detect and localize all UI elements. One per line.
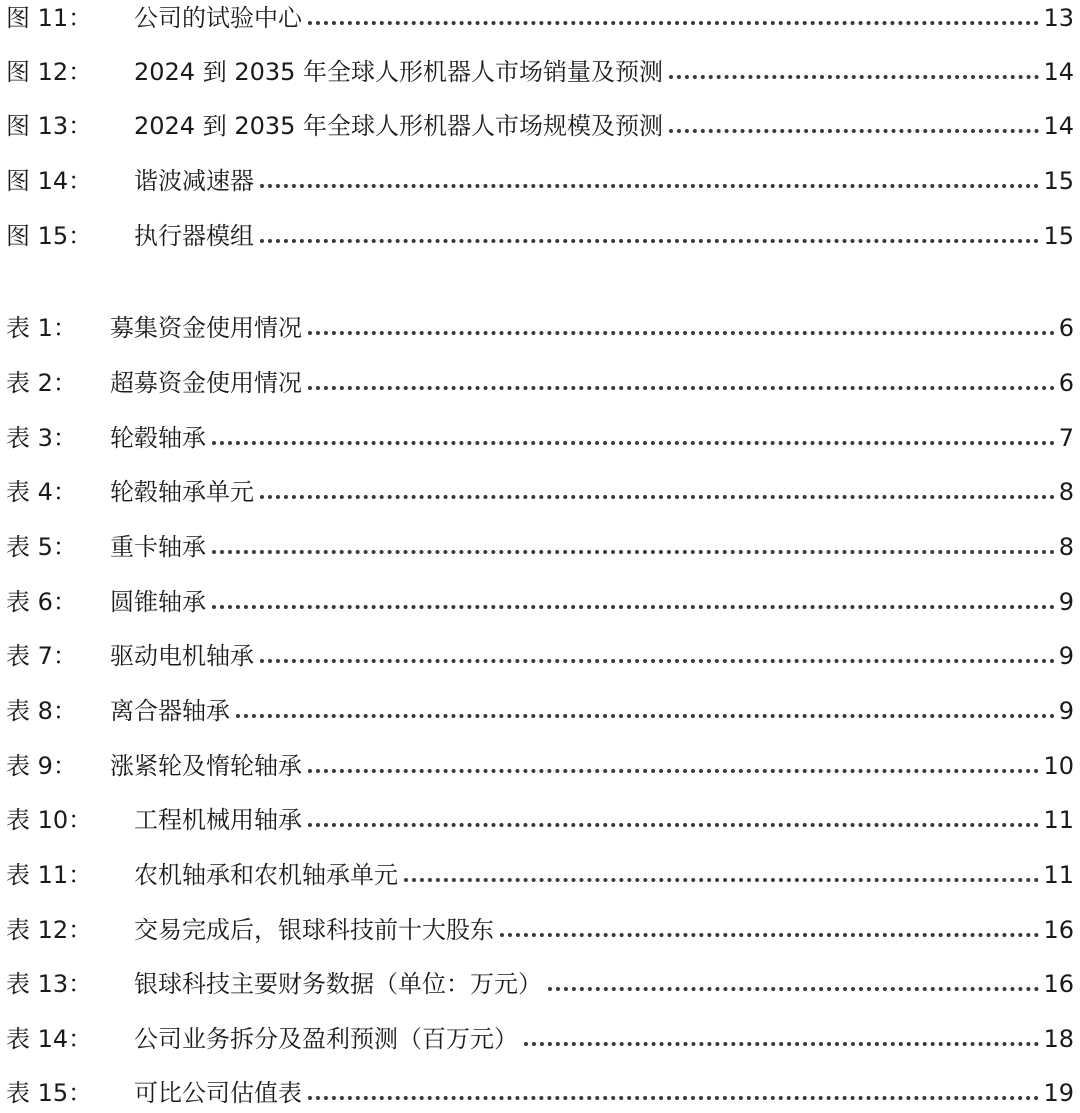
dot-leader (308, 331, 1055, 335)
toc-label: 表 2： (6, 369, 77, 397)
toc-label: 表 10： (6, 806, 93, 834)
dot-leader (669, 129, 1039, 133)
dot-leader (308, 769, 1039, 773)
toc-label: 表 12： (6, 916, 93, 944)
toc-row-table-9[interactable] (6, 746, 1074, 786)
toc-row-table-15[interactable] (6, 1073, 1074, 1113)
toc-row-figure-13[interactable] (6, 106, 1074, 146)
toc-row-table-6[interactable] (6, 582, 1074, 622)
toc-label: 表 5： (6, 533, 77, 561)
toc-row-table-1[interactable] (6, 308, 1074, 348)
toc-title: 募集资金使用情况 (110, 314, 302, 342)
toc-title: 涨紧轮及惰轮轴承 (110, 752, 302, 780)
toc-row-figure-11[interactable] (6, 0, 1074, 38)
toc-title: 重卡轴承 (110, 533, 206, 561)
toc-row-figure-12[interactable] (6, 52, 1074, 92)
toc-title: 谐波减速器 (134, 167, 254, 195)
dot-leader (308, 823, 1039, 827)
toc-label: 图 12： (6, 58, 93, 86)
dot-leader (260, 239, 1039, 243)
toc-page-number: 8 (1058, 533, 1074, 561)
toc-title: 公司业务拆分及盈利预测（百万元） (134, 1025, 518, 1053)
toc-title: 驱动电机轴承 (110, 642, 254, 670)
toc-page-number: 19 (1043, 1079, 1074, 1107)
toc-page-number: 10 (1043, 752, 1074, 780)
dot-leader (212, 441, 1055, 445)
dot-leader (524, 1042, 1039, 1046)
toc-row-table-8[interactable] (6, 691, 1074, 731)
toc-label: 表 1： (6, 314, 77, 342)
toc-title: 离合器轴承 (110, 697, 230, 725)
toc-page-number: 9 (1058, 642, 1074, 670)
toc-title: 交易完成后，银球科技前十大股东 (134, 916, 494, 944)
toc-label: 表 7： (6, 642, 77, 670)
toc-row-table-12[interactable] (6, 910, 1074, 950)
toc-page-number: 8 (1058, 478, 1074, 506)
toc-title: 工程机械用轴承 (134, 806, 302, 834)
toc-row-table-10[interactable] (6, 800, 1074, 840)
toc-label: 图 14： (6, 167, 93, 195)
toc-page-number: 15 (1043, 167, 1074, 195)
toc-page-number: 14 (1043, 112, 1074, 140)
dot-leader (500, 933, 1039, 937)
toc-label: 表 3： (6, 424, 77, 452)
dot-leader (308, 21, 1039, 25)
toc-label: 表 4： (6, 478, 77, 506)
toc-row-table-7[interactable] (6, 636, 1074, 676)
dot-leader (260, 659, 1055, 663)
dot-leader (212, 550, 1055, 554)
dot-leader (236, 714, 1055, 718)
dot-leader (404, 878, 1039, 882)
toc-label: 表 8： (6, 697, 77, 725)
toc-label: 表 6： (6, 588, 77, 616)
toc-row-table-2[interactable] (6, 363, 1074, 403)
dot-leader (308, 386, 1055, 390)
toc-row-table-14[interactable] (6, 1019, 1074, 1059)
toc-title: 执行器模组 (134, 222, 254, 250)
dot-leader (260, 495, 1055, 499)
toc-row-figure-14[interactable] (6, 161, 1074, 201)
toc-page-number: 16 (1043, 970, 1074, 998)
toc-label: 表 14： (6, 1025, 93, 1053)
toc-title: 轮毂轴承单元 (110, 478, 254, 506)
toc-title: 超募资金使用情况 (110, 369, 302, 397)
dot-leader (212, 605, 1055, 609)
toc-page-number: 11 (1043, 861, 1074, 889)
toc-label: 表 13： (6, 970, 93, 998)
toc-title: 2024 到 2035 年全球人形机器人市场规模及预测 (134, 112, 664, 140)
toc-label: 图 15： (6, 222, 93, 250)
toc-row-table-13[interactable] (6, 964, 1074, 1004)
toc-title: 可比公司估值表 (134, 1079, 302, 1107)
toc-row-table-4[interactable] (6, 472, 1074, 512)
toc-label: 表 11： (6, 861, 93, 889)
toc-page-number: 6 (1058, 369, 1074, 397)
toc-label: 图 13： (6, 112, 93, 140)
toc-title: 公司的试验中心 (134, 4, 302, 32)
toc-row-table-11[interactable] (6, 855, 1074, 895)
toc-page-number: 18 (1043, 1025, 1074, 1053)
dot-leader (548, 987, 1039, 991)
toc-row-table-5[interactable] (6, 527, 1074, 567)
toc-page-number: 11 (1043, 806, 1074, 834)
toc-title: 农机轴承和农机轴承单元 (134, 861, 398, 889)
toc-title: 轮毂轴承 (110, 424, 206, 452)
toc-title: 银球科技主要财务数据（单位：万元） (134, 970, 542, 998)
toc-page-number: 13 (1043, 4, 1074, 32)
toc-page-number: 15 (1043, 222, 1074, 250)
toc-label: 图 11： (6, 4, 93, 32)
toc-page-number: 7 (1058, 424, 1074, 452)
toc-page-number: 16 (1043, 916, 1074, 944)
toc-label: 表 15： (6, 1079, 93, 1107)
toc-page-number: 9 (1058, 697, 1074, 725)
toc-title: 2024 到 2035 年全球人形机器人市场销量及预测 (134, 58, 664, 86)
toc-page-number: 6 (1058, 314, 1074, 342)
dot-leader (669, 75, 1039, 79)
dot-leader (260, 184, 1039, 188)
toc-row-table-3[interactable] (6, 418, 1074, 458)
toc-page-number: 14 (1043, 58, 1074, 86)
toc-title: 圆锥轴承 (110, 588, 206, 616)
toc-row-figure-15[interactable] (6, 216, 1074, 256)
dot-leader (308, 1096, 1039, 1100)
toc-label: 表 9： (6, 752, 77, 780)
toc-page-number: 9 (1058, 588, 1074, 616)
